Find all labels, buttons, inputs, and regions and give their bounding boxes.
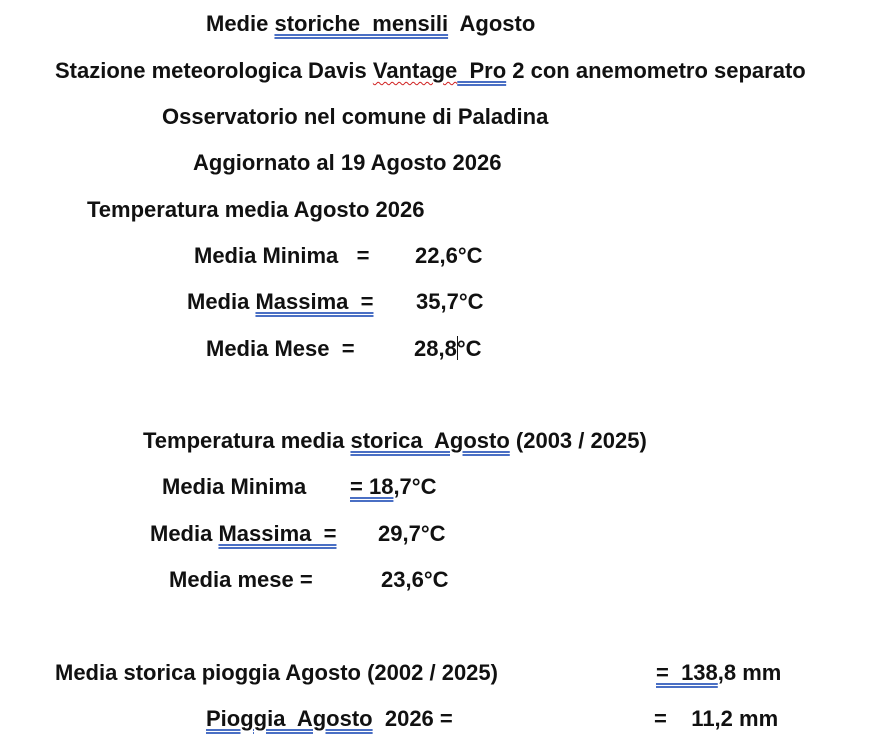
historical-max-label-b: Massima = [218,521,337,546]
historical-min-value [350,474,436,500]
rain-historical-value-a: = 138 [656,660,718,685]
historical-max-label-a: Media [150,521,219,546]
historical-min-value-b: ,7°C [393,474,437,499]
rain-current-label-a: Pioggia Agosto [206,706,373,731]
rain-current-label-b: 2026 = [372,706,453,731]
current-min-label: Media Minima = [194,243,370,268]
rain-historical-label: Media storica pioggia Agosto (2002 / 2025) [55,660,498,685]
current-max-label [187,289,373,315]
station-text-end: 2 con anemometro separato [506,58,806,83]
rain-historical-value-b: ,8 mm [717,660,782,685]
historical-month-label: Media mese = [169,567,313,592]
observatory-line: Osservatorio nel comune di Paladina [162,104,549,129]
station-description [55,58,806,84]
historical-heading-a: Temperatura media [143,428,351,453]
historical-heading [143,428,647,454]
page-title [206,11,535,37]
historical-min-value-a: = 18 [350,474,394,499]
current-max-label-b: Massima = [255,289,374,314]
current-max-label-a: Media [187,289,256,314]
station-model-pro: Pro [469,58,507,83]
title-text: Medie [206,11,275,36]
historical-heading-c: (2003 / 2025) [509,428,647,453]
title-underlined-text: storiche mensili [274,11,449,36]
updated-date: Aggiornato al 19 Agosto 2026 [193,150,502,175]
station-model-misspelled: Vantage [372,58,458,83]
station-text: Stazione meteorologica Davis [55,58,373,83]
rain-historical-value [656,660,781,686]
historical-heading-b: storica Agosto [350,428,510,453]
current-month-label: Media Mese = [206,336,355,361]
station-gap [457,58,469,83]
current-max-value: 35,7°C [416,289,484,314]
historical-max-label [150,521,336,547]
current-month-value-b: °C [456,336,482,361]
title-month: Agosto [448,11,536,36]
current-heading: Temperatura media Agosto 2026 [87,197,425,222]
historical-month-value: 23,6°C [381,567,449,592]
current-min-value: 22,6°C [415,243,483,268]
historical-max-value: 29,7°C [378,521,446,546]
historical-min-label: Media Minima [162,474,325,499]
current-month-value [414,336,482,362]
rain-current-value: = 11,2 mm [654,706,779,731]
rain-current-label [206,706,453,732]
current-month-value-a: 28,8 [414,336,457,361]
